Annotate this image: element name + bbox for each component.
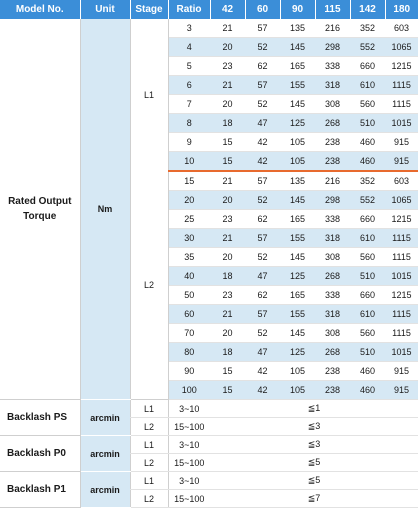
torque-value-cell: 1065 xyxy=(385,191,418,210)
torque-value-cell: 318 xyxy=(315,305,350,324)
torque-value-cell: 552 xyxy=(350,38,385,57)
torque-value-cell: 610 xyxy=(350,305,385,324)
header-cell: Model No. xyxy=(0,0,80,19)
ratio-cell: 15 xyxy=(168,171,210,191)
ratio-cell: 8 xyxy=(168,114,210,133)
torque-value-cell: 57 xyxy=(245,76,280,95)
torque-value-cell: 352 xyxy=(350,19,385,38)
torque-value-cell: 216 xyxy=(315,171,350,191)
torque-value-cell: 145 xyxy=(280,95,315,114)
torque-value-cell: 20 xyxy=(210,191,245,210)
stage-cell: L2 xyxy=(130,454,168,472)
torque-value-cell: 15 xyxy=(210,381,245,400)
stage-cell: L2 xyxy=(130,490,168,508)
row-label-torque: Rated Output Torque xyxy=(0,19,80,400)
torque-value-cell: 21 xyxy=(210,229,245,248)
torque-value-cell: 135 xyxy=(280,171,315,191)
torque-value-cell: 18 xyxy=(210,267,245,286)
ratio-range-cell: 15~100 xyxy=(168,418,210,436)
ratio-range-cell: 15~100 xyxy=(168,490,210,508)
torque-value-cell: 15 xyxy=(210,362,245,381)
torque-value-cell: 460 xyxy=(350,381,385,400)
torque-value-cell: 238 xyxy=(315,152,350,172)
torque-value-cell: 57 xyxy=(245,171,280,191)
torque-value-cell: 915 xyxy=(385,381,418,400)
torque-value-cell: 52 xyxy=(245,191,280,210)
torque-value-cell: 52 xyxy=(245,324,280,343)
torque-value-cell: 155 xyxy=(280,305,315,324)
torque-value-cell: 510 xyxy=(350,343,385,362)
torque-value-cell: 915 xyxy=(385,133,418,152)
torque-value-cell: 1215 xyxy=(385,210,418,229)
torque-value-cell: 660 xyxy=(350,286,385,305)
torque-value-cell: 560 xyxy=(350,95,385,114)
ratio-range-cell: 3~10 xyxy=(168,472,210,490)
ratio-range-cell: 3~10 xyxy=(168,400,210,418)
torque-value-cell: 460 xyxy=(350,152,385,172)
torque-value-cell: 105 xyxy=(280,133,315,152)
torque-value-cell: 1015 xyxy=(385,267,418,286)
torque-value-cell: 47 xyxy=(245,114,280,133)
ratio-cell: 25 xyxy=(168,210,210,229)
torque-value-cell: 105 xyxy=(280,381,315,400)
torque-value-cell: 308 xyxy=(315,95,350,114)
torque-value-cell: 238 xyxy=(315,133,350,152)
ratio-cell: 30 xyxy=(168,229,210,248)
torque-value-cell: 603 xyxy=(385,19,418,38)
unit-cell: arcmin xyxy=(80,436,130,472)
ratio-cell: 80 xyxy=(168,343,210,362)
table-row xyxy=(0,19,418,38)
torque-value-cell: 42 xyxy=(245,362,280,381)
torque-value-cell: 1065 xyxy=(385,38,418,57)
torque-value-cell: 1115 xyxy=(385,324,418,343)
torque-value-cell: 510 xyxy=(350,267,385,286)
torque-value-cell: 298 xyxy=(315,38,350,57)
torque-value-cell: 155 xyxy=(280,76,315,95)
torque-value-cell: 1115 xyxy=(385,95,418,114)
torque-value-cell: 145 xyxy=(280,191,315,210)
ratio-cell: 20 xyxy=(168,191,210,210)
backlash-value-cell: ≦5 xyxy=(210,454,418,472)
torque-value-cell: 165 xyxy=(280,286,315,305)
ratio-cell: 10 xyxy=(168,152,210,172)
torque-value-cell: 268 xyxy=(315,267,350,286)
torque-value-cell: 915 xyxy=(385,152,418,172)
torque-value-cell: 21 xyxy=(210,305,245,324)
torque-value-cell: 552 xyxy=(350,191,385,210)
torque-value-cell: 52 xyxy=(245,95,280,114)
torque-value-cell: 47 xyxy=(245,343,280,362)
torque-value-cell: 338 xyxy=(315,57,350,76)
torque-value-cell: 610 xyxy=(350,229,385,248)
row-label-backlash: Backlash P0 xyxy=(0,436,80,472)
torque-value-cell: 165 xyxy=(280,210,315,229)
ratio-cell: 70 xyxy=(168,324,210,343)
torque-value-cell: 510 xyxy=(350,114,385,133)
torque-value-cell: 105 xyxy=(280,152,315,172)
ratio-cell: 6 xyxy=(168,76,210,95)
torque-value-cell: 915 xyxy=(385,362,418,381)
torque-value-cell: 460 xyxy=(350,133,385,152)
torque-value-cell: 21 xyxy=(210,19,245,38)
torque-value-cell: 125 xyxy=(280,114,315,133)
torque-value-cell: 660 xyxy=(350,210,385,229)
torque-value-cell: 603 xyxy=(385,171,418,191)
torque-value-cell: 15 xyxy=(210,133,245,152)
ratio-cell: 35 xyxy=(168,248,210,267)
torque-value-cell: 62 xyxy=(245,286,280,305)
ratio-cell: 5 xyxy=(168,57,210,76)
ratio-cell: 50 xyxy=(168,286,210,305)
header-cell: 142 xyxy=(350,0,385,19)
stage-cell: L1 xyxy=(130,436,168,454)
header-row xyxy=(0,0,418,19)
ratio-range-cell: 15~100 xyxy=(168,454,210,472)
row-label-backlash: Backlash P1 xyxy=(0,472,80,508)
torque-value-cell: 52 xyxy=(245,248,280,267)
backlash-value-cell: ≦3 xyxy=(210,436,418,454)
torque-value-cell: 57 xyxy=(245,19,280,38)
torque-value-cell: 238 xyxy=(315,362,350,381)
torque-value-cell: 560 xyxy=(350,248,385,267)
torque-value-cell: 23 xyxy=(210,286,245,305)
torque-value-cell: 238 xyxy=(315,381,350,400)
torque-value-cell: 18 xyxy=(210,343,245,362)
torque-value-cell: 1015 xyxy=(385,114,418,133)
torque-value-cell: 352 xyxy=(350,171,385,191)
unit-cell: Nm xyxy=(80,19,130,400)
torque-value-cell: 57 xyxy=(245,229,280,248)
stage-cell: L1 xyxy=(130,19,168,171)
unit-cell: arcmin xyxy=(80,472,130,508)
torque-value-cell: 145 xyxy=(280,248,315,267)
torque-value-cell: 660 xyxy=(350,57,385,76)
header-cell: Unit xyxy=(80,0,130,19)
ratio-cell: 90 xyxy=(168,362,210,381)
header-cell: Ratio xyxy=(168,0,210,19)
unit-cell: arcmin xyxy=(80,400,130,436)
torque-value-cell: 42 xyxy=(245,381,280,400)
row-label-backlash: Backlash PS xyxy=(0,400,80,436)
torque-value-cell: 62 xyxy=(245,210,280,229)
torque-value-cell: 1115 xyxy=(385,248,418,267)
backlash-value-cell: ≦3 xyxy=(210,418,418,436)
torque-value-cell: 268 xyxy=(315,114,350,133)
ratio-range-cell: 3~10 xyxy=(168,436,210,454)
torque-value-cell: 165 xyxy=(280,57,315,76)
stage-cell: L1 xyxy=(130,472,168,490)
torque-value-cell: 15 xyxy=(210,152,245,172)
torque-value-cell: 560 xyxy=(350,324,385,343)
stage-cell: L2 xyxy=(130,418,168,436)
torque-value-cell: 1015 xyxy=(385,343,418,362)
backlash-value-cell: ≦7 xyxy=(210,490,418,508)
stage-cell: L2 xyxy=(130,171,168,400)
torque-value-cell: 21 xyxy=(210,171,245,191)
torque-value-cell: 338 xyxy=(315,286,350,305)
ratio-cell: 7 xyxy=(168,95,210,114)
torque-value-cell: 318 xyxy=(315,76,350,95)
header-cell: 180 xyxy=(385,0,418,19)
torque-value-cell: 268 xyxy=(315,343,350,362)
torque-value-cell: 145 xyxy=(280,38,315,57)
header-cell: 115 xyxy=(315,0,350,19)
torque-value-cell: 318 xyxy=(315,229,350,248)
ratio-cell: 40 xyxy=(168,267,210,286)
ratio-cell: 9 xyxy=(168,133,210,152)
torque-value-cell: 298 xyxy=(315,191,350,210)
table-row xyxy=(0,436,418,454)
torque-value-cell: 47 xyxy=(245,267,280,286)
torque-value-cell: 20 xyxy=(210,95,245,114)
torque-value-cell: 135 xyxy=(280,19,315,38)
ratio-cell: 3 xyxy=(168,19,210,38)
ratio-cell: 4 xyxy=(168,38,210,57)
header-cell: Stage xyxy=(130,0,168,19)
torque-value-cell: 610 xyxy=(350,76,385,95)
stage-cell: L1 xyxy=(130,400,168,418)
torque-value-cell: 155 xyxy=(280,229,315,248)
backlash-value-cell: ≦1 xyxy=(210,400,418,418)
torque-value-cell: 125 xyxy=(280,343,315,362)
header-cell: 42 xyxy=(210,0,245,19)
header-cell: 90 xyxy=(280,0,315,19)
backlash-value-cell: ≦5 xyxy=(210,472,418,490)
torque-value-cell: 145 xyxy=(280,324,315,343)
torque-value-cell: 1115 xyxy=(385,305,418,324)
torque-value-cell: 1115 xyxy=(385,76,418,95)
torque-value-cell: 42 xyxy=(245,152,280,172)
torque-value-cell: 18 xyxy=(210,114,245,133)
torque-value-cell: 1215 xyxy=(385,57,418,76)
torque-value-cell: 23 xyxy=(210,210,245,229)
table-body xyxy=(0,19,418,508)
ratio-cell: 60 xyxy=(168,305,210,324)
torque-value-cell: 23 xyxy=(210,57,245,76)
torque-value-cell: 1215 xyxy=(385,286,418,305)
torque-value-cell: 105 xyxy=(280,362,315,381)
torque-value-cell: 52 xyxy=(245,38,280,57)
torque-value-cell: 20 xyxy=(210,324,245,343)
torque-value-cell: 1115 xyxy=(385,229,418,248)
header-cell: 60 xyxy=(245,0,280,19)
ratio-cell: 100 xyxy=(168,381,210,400)
torque-value-cell: 216 xyxy=(315,19,350,38)
table-row xyxy=(0,400,418,418)
torque-value-cell: 20 xyxy=(210,248,245,267)
torque-value-cell: 125 xyxy=(280,267,315,286)
torque-value-cell: 57 xyxy=(245,305,280,324)
torque-value-cell: 308 xyxy=(315,248,350,267)
torque-value-cell: 20 xyxy=(210,38,245,57)
torque-value-cell: 308 xyxy=(315,324,350,343)
torque-value-cell: 460 xyxy=(350,362,385,381)
torque-value-cell: 42 xyxy=(245,133,280,152)
torque-value-cell: 338 xyxy=(315,210,350,229)
torque-value-cell: 21 xyxy=(210,76,245,95)
torque-value-cell: 62 xyxy=(245,57,280,76)
